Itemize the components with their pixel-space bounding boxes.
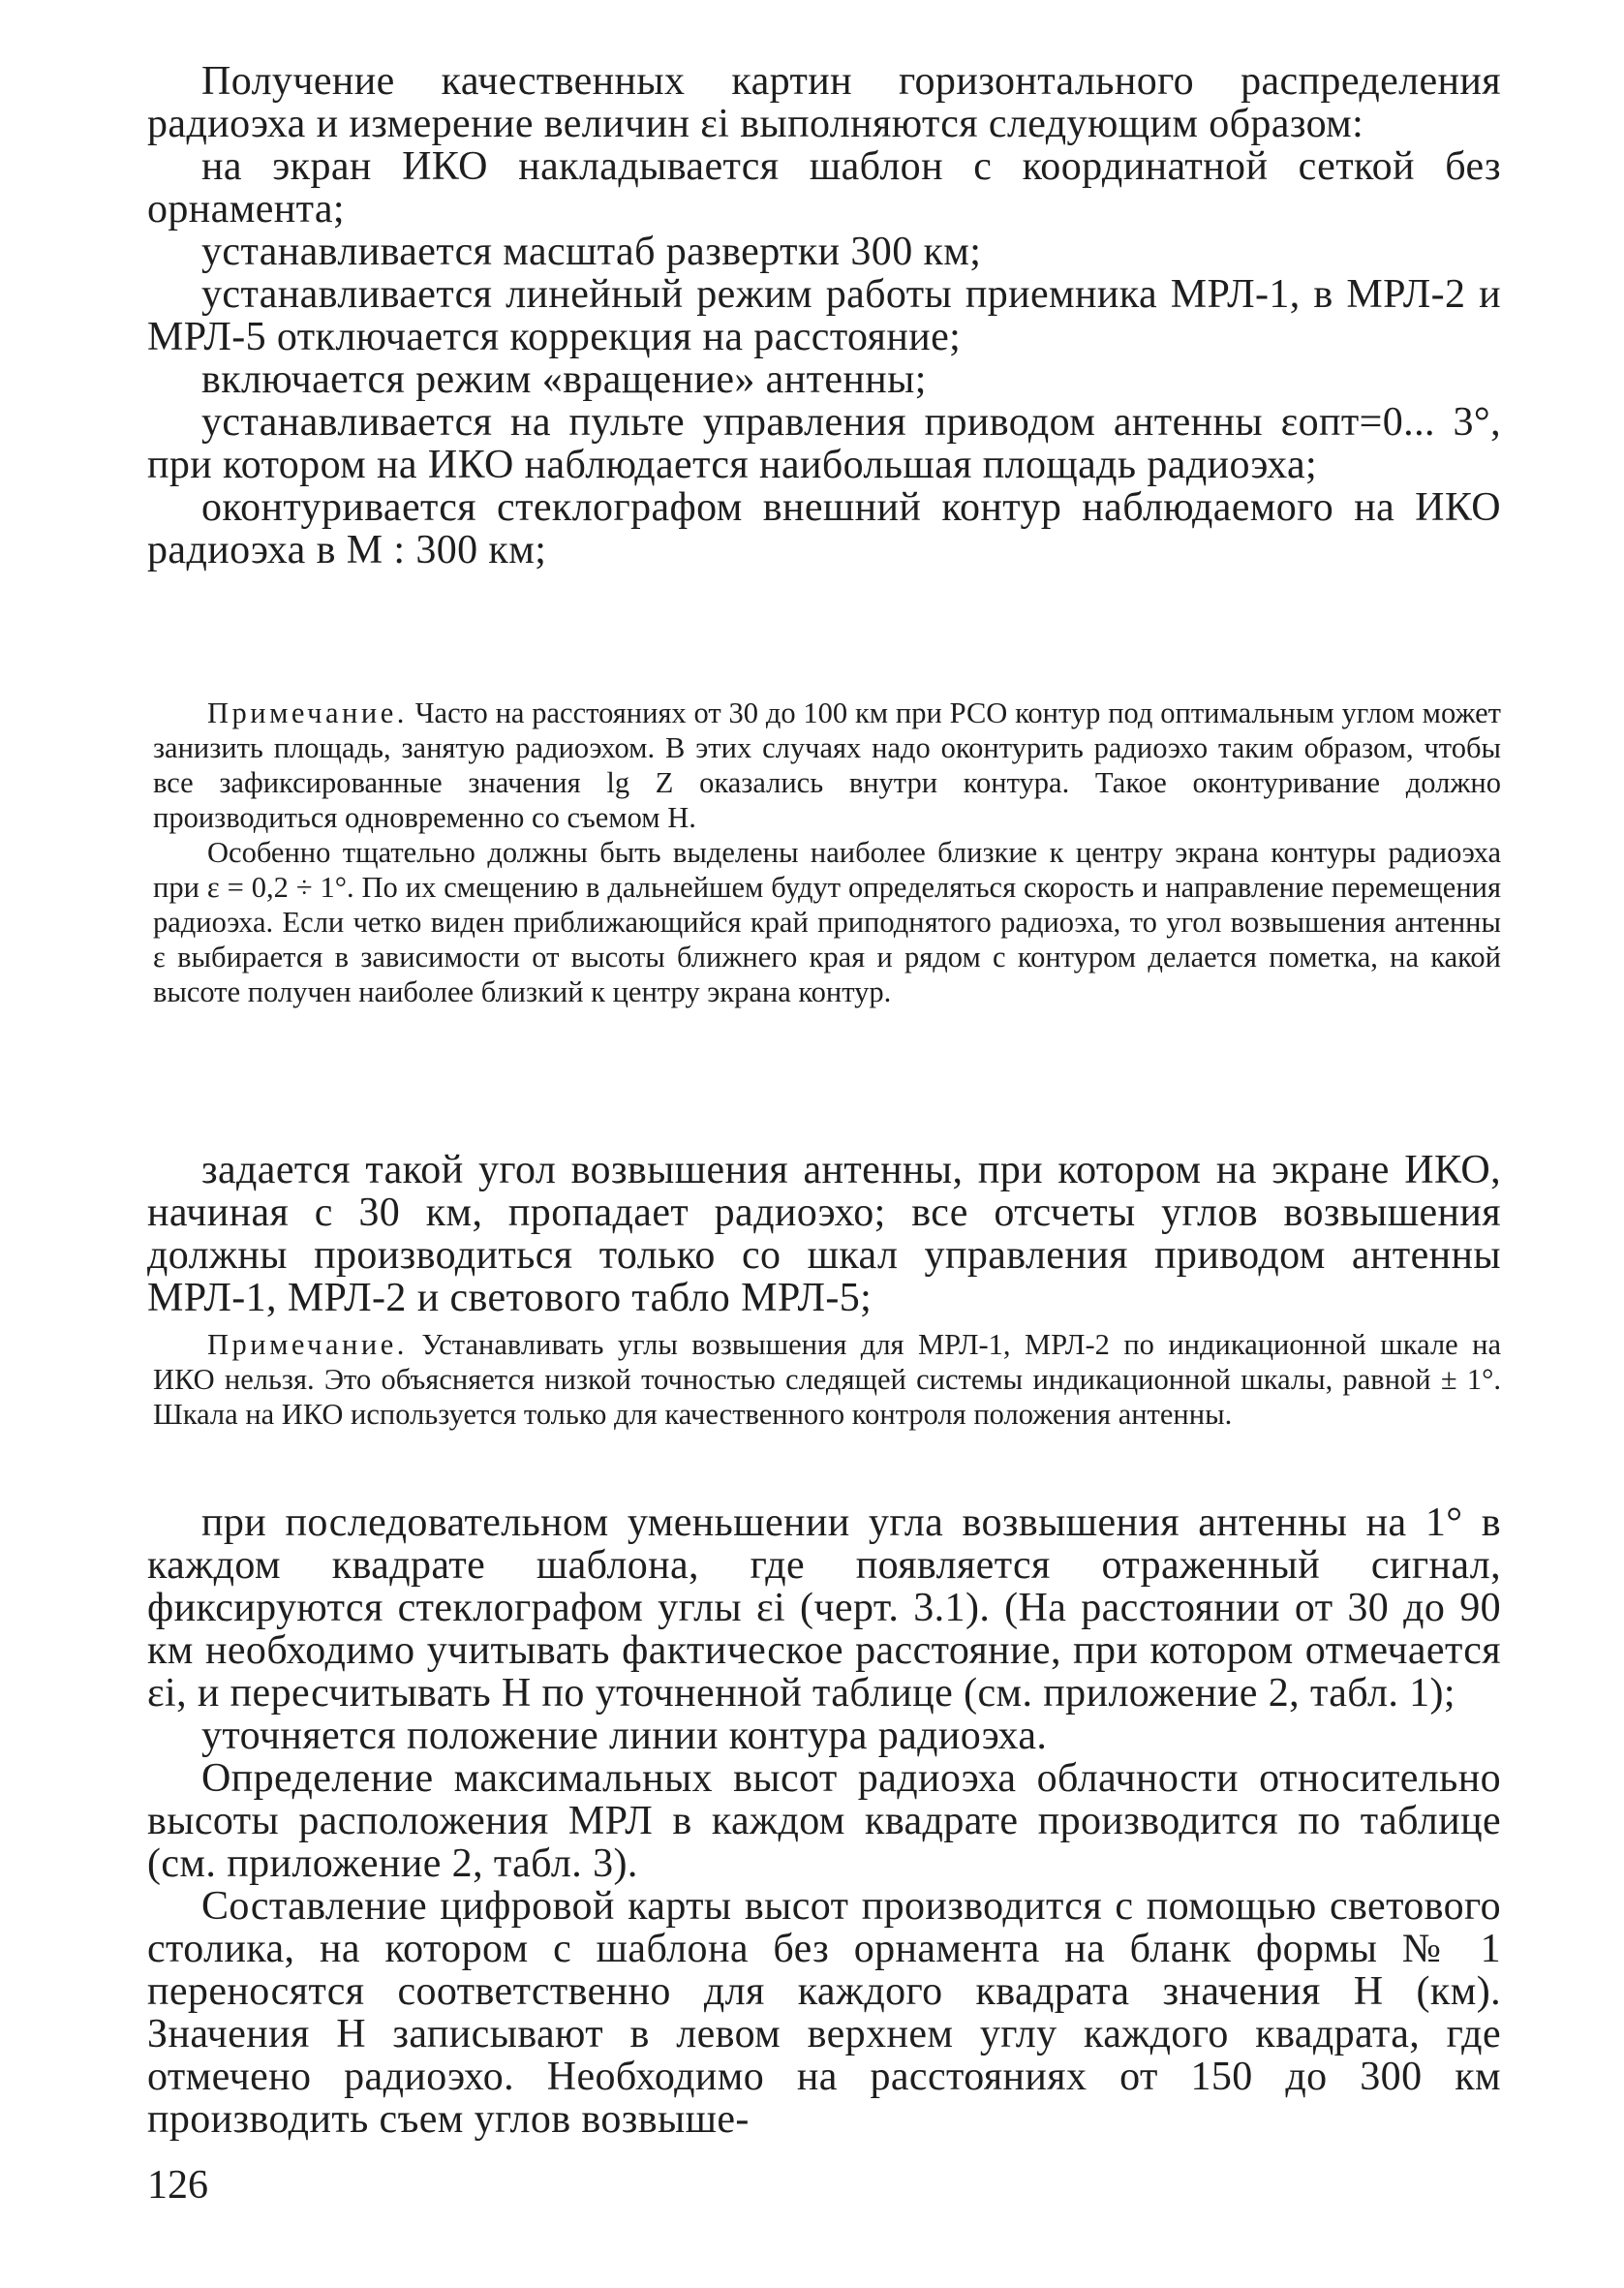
paragraph: устанавливается масштаб развертки 300 км;	[201, 230, 982, 274]
paragraph: при последовательном уменьшении угла возвышения антенны на 1° в каждом квадрате шаблона, где появляется отраженный сигнал, фиксируются стеклографом углы εi (черт. 3.1). (На расстоянии от 30 до 90 км необходимо учитывать фактическое расстояние, при котором отмечается εi, и пересчитывать Н по уточненной таблице (см. приложение 2, табл. 1);	[147, 1500, 1501, 1716]
note-label: Примечание.	[207, 1328, 408, 1361]
paragraph: устанавливается линейный режим работы приемника МРЛ-1, в МРЛ-2 и МРЛ-5 отключается коррекция на расстояние;	[147, 272, 1501, 359]
note-text: Устанавливать углы возвышения для МРЛ-1, МРЛ-2 по индикационной шкале на ИКО нельзя. Это объясняется низкой точностью следящей системы индикационной шкалы, равной ± 1°. Шкала на ИКО используется только для качественного контроля положения антенны.	[153, 1328, 1502, 1431]
paragraph: Составление цифровой карты высот производится с помощью светового столика, на котором с шаблона без орнамента на бланк формы № 1 переносятся соответственно для каждого квадрата значения Н (км). Значения Н записывают в левом верхнем углу каждого квадрата, где отмечено радиоэхо. Необходимо на расстояниях от 150 до 300 км производить съем углов возвыше-	[147, 1884, 1501, 2142]
note-paragraph: Особенно тщательно должны быть выделены наиболее близкие к центру экрана контуры радиоэха при ε = 0,2 ÷ 1°. По их смещению в дальнейшем будут определяться скорость и направление перемещения радиоэха. Если четко виден приближающийся край приподнятого радиоэха, то угол возвышения антенны ε выбирается в зависимости от высоты ближнего края и рядом с контуром делается пометка, на какой высоте получен наиболее близкий к центру экрана контур.	[153, 836, 1501, 1008]
note-paragraph	[153, 1327, 1501, 1432]
paragraph: уточняется положение линии контура радиоэха.	[201, 1714, 1048, 1758]
main-text-bottom	[147, 1501, 1501, 2141]
note-label: Примечание.	[207, 696, 408, 729]
note-paragraph	[153, 696, 1501, 835]
paragraph: Получение качественных картин горизонтального распределения радиоэха и измерение величин εi выполняются следующим образом:	[147, 59, 1501, 146]
page-number: 126	[147, 2163, 208, 2208]
paragraph: на экран ИКО накладывается шаблон с координатной сеткой без орнамента;	[147, 144, 1501, 232]
note-block-1	[153, 696, 1501, 1009]
paragraph: Определение максимальных высот радиоэха облачности относительно высоты расположения МРЛ в каждом квадрате производится по таблице (см. приложение 2, табл. 3).	[147, 1756, 1501, 1886]
main-text-top	[147, 60, 1501, 572]
paragraph: задается такой угол возвышения антенны, при котором на экране ИКО, начиная с 30 км, пропадает радиоэхо; все отсчеты углов возвышения должны производиться только со шкал управления приводом антенны МРЛ-1, МРЛ-2 и светового табло МРЛ-5;	[147, 1148, 1501, 1320]
note-text: Часто на расстояниях от 30 до 100 км при РСО контур под оптимальным углом может занизить площадь, занятую радиоэхом. В этих случаях надо оконтурить радиоэхо таким образом, чтобы все зафиксированные значения lg Z оказались внутри контура. Такое оконтуривание должно производиться одновременно со съемом Н.	[153, 696, 1501, 834]
paragraph: оконтуривается стеклографом внешний контур наблюдаемого на ИКО радиоэха в М : 300 км;	[147, 485, 1501, 572]
main-text-middle	[147, 1149, 1501, 1319]
paragraph: устанавливается на пульте управления приводом антенны εопт=0... 3°, при котором на ИКО наблюдается наибольшая площадь радиоэха;	[147, 400, 1501, 487]
note-block-2	[153, 1327, 1501, 1432]
paragraph: включается режим «вращение» антенны;	[201, 357, 927, 402]
